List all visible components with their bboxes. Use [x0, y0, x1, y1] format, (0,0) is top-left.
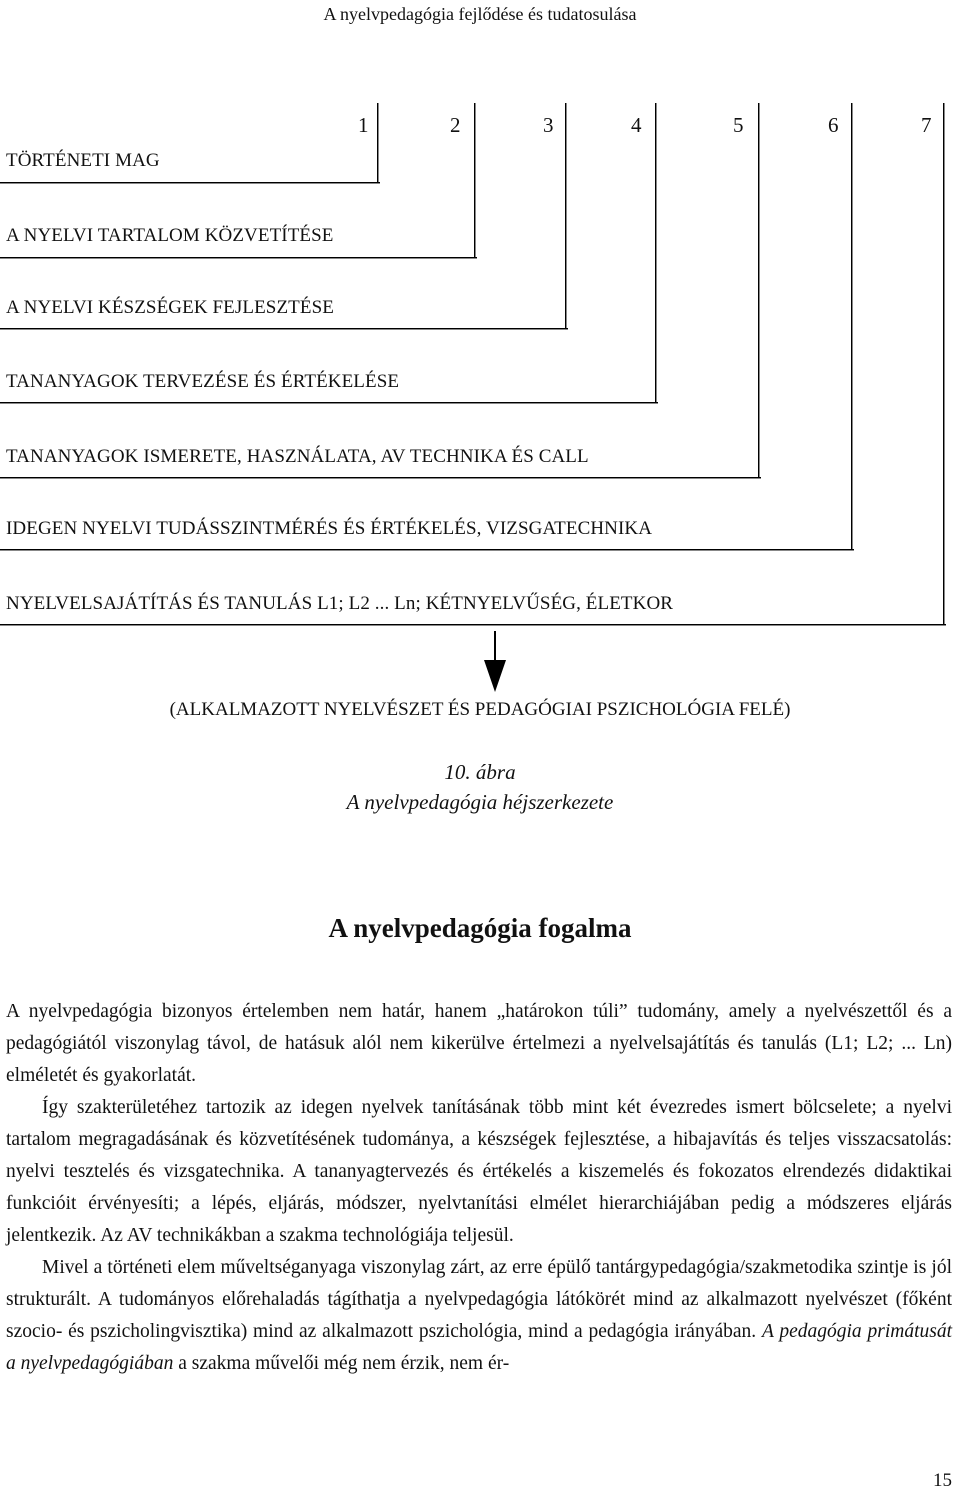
- shell-wall-2: [474, 103, 476, 258]
- figure-number: 10. ábra: [444, 760, 516, 784]
- down-arrow-icon: [484, 660, 506, 692]
- shell-floor-6: [0, 549, 854, 551]
- body-text: [6, 996, 952, 1380]
- column-number-2: 2: [450, 113, 461, 137]
- shell-wall-5: [758, 103, 760, 478]
- column-number-3: 3: [543, 113, 554, 137]
- shell-floor-5: [0, 477, 761, 479]
- page-number: 15: [933, 1470, 952, 1491]
- column-number-7: 7: [921, 113, 932, 137]
- shell-floor-3: [0, 328, 568, 330]
- paragraph-1: A nyelvpedagógia bizonyos értelemben nem határ, hanem „határokon túli” tudomány, amely a nyelvészettől és a pedagógiától viszonylag távol, de hatásuk alól nem kikerülve értelmezi a nyelvelsajátítás és tanulás (L1; L2; ... Ln) elméletét és gyakorlatát.: [6, 1001, 952, 1086]
- paragraph-3-tail: a szakma művelői még nem érzik, nem ér-: [178, 1353, 510, 1374]
- shell-floor-1: [0, 182, 380, 184]
- column-number-5: 5: [733, 113, 744, 137]
- running-header: A nyelvpedagógia fejlődése és tudatosulása: [323, 4, 637, 24]
- shell-wall-7: [943, 103, 945, 625]
- direction-label: (ALKALMAZOTT NYELVÉSZET ÉS PEDAGÓGIAI PSZICHOLÓGIA FELÉ): [169, 699, 791, 720]
- shell-floor-2: [0, 257, 477, 259]
- layer-label-2: A NYELVI TARTALOM KÖZVETÍTÉSE: [6, 225, 334, 246]
- column-number-1: 1: [358, 113, 369, 137]
- shell-wall-1: [377, 103, 379, 183]
- paragraph-2: Így szakterületéhez tartozik az idegen nyelvek tanításának több mint két évezredes ismert bölcselete; a nyelvi tartalom megragadásának és közvetítésének tudománya, a készségek fejlesztése, a hibajavítás és teljes visszacsatolás: nyelvi tesztelés és vizsgatechnika. A tananyagtervezés és értékelés a kiszemelés és fokozatos elrendezés didaktikai funkcióit érvényesíti; a lépés, eljárás, módszer, nyelvtanítási elmélet hierarchiájában pedig a módszeres eljárás jelentkezik. Az AV technikákban a szakma technológiája teljesül.: [6, 1097, 952, 1246]
- layer-label-6: IDEGEN NYELVI TUDÁSSZINTMÉRÉS ÉS ÉRTÉKELÉS, VIZSGATECHNIKA: [6, 518, 653, 539]
- shell-floor-7: [0, 624, 946, 626]
- shell-wall-3: [565, 103, 567, 329]
- paragraph-3-text: Mivel a történeti elem műveltséganyaga viszonylag zárt, az erre épülő tantárgypedagógia/szakmetodika szintje is jól strukturált. A tudományos előrehaladás tágíthatja a nyelvpedagógia látókörét mind az alkalmazott nyelvészet (főként szocio- és pszicholingvisztika) mind az alkalmazott pszichológia, mind a pedagógia irányában.: [6, 1257, 952, 1342]
- shell-wall-6: [851, 103, 853, 550]
- section-title: A nyelvpedagógia fogalma: [328, 913, 632, 943]
- layer-label-5: TANANYAGOK ISMERETE, HASZNÁLATA, AV TECHNIKA ÉS CALL: [6, 446, 589, 467]
- figure-caption: A nyelvpedagógia héjszerkezete: [346, 790, 614, 814]
- column-number-6: 6: [828, 113, 839, 137]
- shell-floor-4: [0, 402, 658, 404]
- layer-label-3: A NYELVI KÉSZSÉGEK FEJLESZTÉSE: [6, 297, 334, 318]
- shell-wall-4: [655, 103, 657, 403]
- paragraph-3: [6, 1252, 952, 1380]
- column-number-4: 4: [631, 113, 642, 137]
- layer-label-7: NYELVELSAJÁTÍTÁS ÉS TANULÁS L1; L2 ... Ln; KÉTNYELVŰSÉG, ÉLETKOR: [6, 593, 674, 614]
- layer-label-4: TANANYAGOK TERVEZÉSE ÉS ÉRTÉKELÉSE: [6, 371, 400, 392]
- layer-label-1: TÖRTÉNETI MAG: [6, 150, 160, 171]
- paragraph-3-italic: A pedagógia primátusát a nyelvpedagógiában: [6, 1321, 953, 1374]
